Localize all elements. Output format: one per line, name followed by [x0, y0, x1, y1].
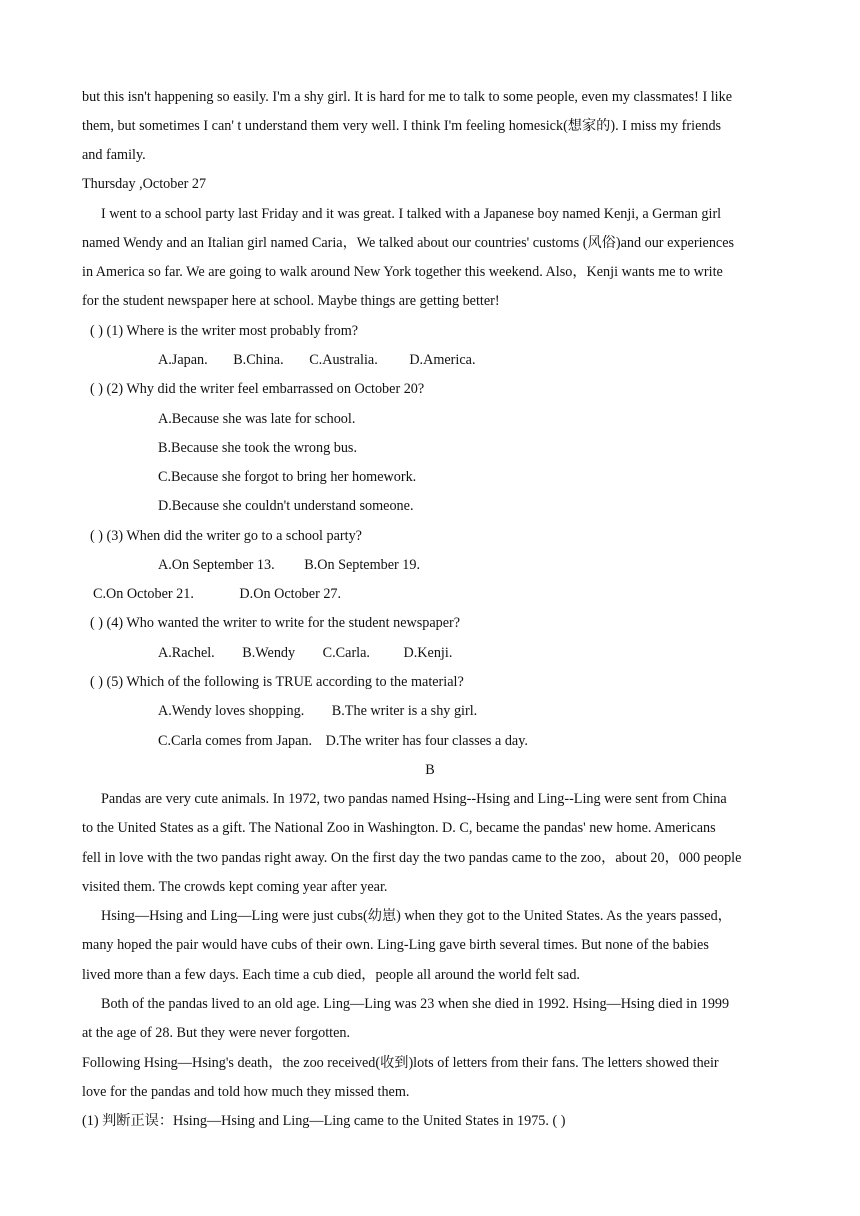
- question-3-stem: ( ) (3) When did the writer go to a school party?: [90, 528, 362, 544]
- passage-a-line-2: them, but sometimes I can' t understand them very well. I think I'm feeling homesick(想家的). I miss my friends: [82, 118, 722, 134]
- question-5-stem: ( ) (5) Which of the following is TRUE according to the material?: [90, 674, 464, 690]
- q4-option-d: D.Kenji.: [403, 645, 453, 661]
- section-b-line-7: lived more than a few days. Each time a cub died，people all around the world felt sad.: [82, 967, 580, 983]
- q5-option-c: C.Carla comes from Japan.: [158, 733, 313, 749]
- section-b-line-8: Both of the pandas lived to an old age. Ling—Ling was 23 when she died in 1992. Hsing—Hsing died in 1999: [101, 996, 730, 1012]
- section-b-line-6: many hoped the pair would have cubs of their own. Ling-Ling gave birth several times. But none of the babies: [82, 937, 709, 953]
- q3-option-c: C.On October 21.: [93, 586, 194, 602]
- q3-option-a: A.On September 13.: [158, 557, 275, 573]
- q2-option-a: A.Because she was late for school.: [158, 411, 356, 427]
- question-4-options: [158, 643, 452, 663]
- section-b-line-10: Following Hsing—Hsing's death，the zoo received(收到)lots of letters from their fans. The letters showed their: [82, 1055, 719, 1071]
- q5-option-a: A.Wendy loves shopping.: [158, 703, 305, 719]
- q4-option-b: B.Wendy: [242, 645, 296, 661]
- q2-option-b: B.Because she took the wrong bus.: [158, 440, 357, 456]
- q1-option-a: A.Japan.: [158, 352, 208, 368]
- section-b-line-2: to the United States as a gift. The National Zoo in Washington. D. C, became the pandas' new home. Americans: [82, 820, 716, 836]
- diary-date: Thursday ,October 27: [82, 176, 207, 192]
- section-b-line-1: Pandas are very cute animals. In 1972, two pandas named Hsing--Hsing and Ling--Ling were sent from China: [101, 791, 727, 807]
- question-1-stem: ( ) (1) Where is the writer most probably from?: [90, 323, 359, 339]
- passage-a-para-line-4: for the student newspaper here at school. Maybe things are getting better!: [82, 293, 500, 309]
- section-b-line-9: at the age of 28. But they were never forgotten.: [82, 1025, 351, 1041]
- section-b-line-11: love for the pandas and told how much they missed them.: [82, 1084, 410, 1100]
- question-4-stem: ( ) (4) Who wanted the writer to write for the student newspaper?: [90, 615, 461, 631]
- q2-option-c: C.Because she forgot to bring her homework.: [158, 469, 417, 485]
- passage-a-para-line-1: I went to a school party last Friday and it was great. I talked with a Japanese boy named Kenji, a German girl: [101, 206, 722, 222]
- passage-a-line-1: but this isn't happening so easily. I'm a shy girl. It is hard for me to talk to some people, even my classmates! I like: [82, 89, 732, 105]
- passage-a-para-line-2: named Wendy and an Italian girl named Caria，We talked about our countries' customs (风俗)and our experiences: [82, 235, 735, 251]
- q1-option-b: B.China.: [233, 352, 284, 368]
- q1-option-c: C.Australia.: [309, 352, 378, 368]
- section-b-heading: B: [425, 762, 435, 778]
- question-1-options: [158, 350, 476, 370]
- q2-option-d: D.Because she couldn't understand someone.: [158, 498, 414, 514]
- passage-a-line-3: and family.: [82, 147, 146, 163]
- question-2-stem: ( ) (2) Why did the writer feel embarrassed on October 20?: [90, 381, 425, 397]
- question-5-options-row-1: [158, 701, 477, 721]
- q5-option-d: D.The writer has four classes a day.: [325, 733, 528, 749]
- section-b-line-3: fell in love with the two pandas right away. On the first day the two pandas came to the zoo，about 20，000 people: [82, 850, 742, 866]
- question-3-options-row-2: [93, 584, 341, 604]
- q4-option-a: A.Rachel.: [158, 645, 215, 661]
- section-b-line-5: Hsing—Hsing and Ling—Ling were just cubs(幼崽) when they got to the United States. As the years passed，: [101, 908, 732, 924]
- q4-option-c: C.Carla.: [322, 645, 370, 661]
- q3-option-d: D.On October 27.: [239, 586, 342, 602]
- question-5-options-row-2: [158, 731, 528, 751]
- section-b-line-4: visited them. The crowds kept coming year after year.: [82, 879, 388, 895]
- section-b-question-1: (1) 判断正误：Hsing—Hsing and Ling—Ling came to the United States in 1975. ( ): [82, 1113, 566, 1129]
- question-3-options-row-1: [158, 555, 420, 575]
- q1-option-d: D.America.: [409, 352, 476, 368]
- q5-option-b: B.The writer is a shy girl.: [331, 703, 478, 719]
- q3-option-b: B.On September 19.: [304, 557, 421, 573]
- passage-a-para-line-3: in America so far. We are going to walk around New York together this weekend. Also，Kenji wants me to write: [82, 264, 723, 280]
